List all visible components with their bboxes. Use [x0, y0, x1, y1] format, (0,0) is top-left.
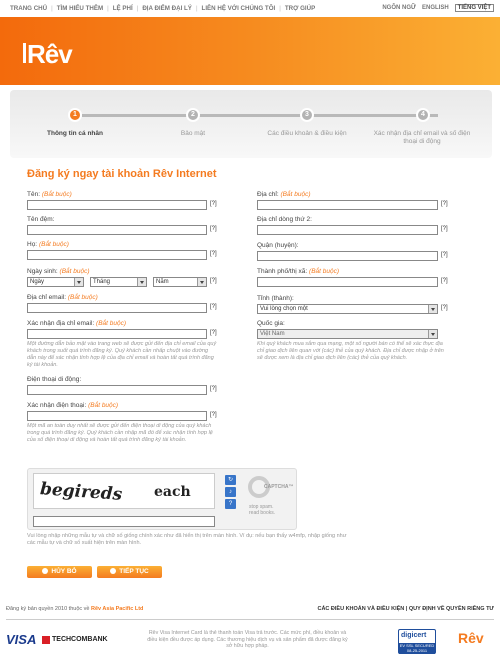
city-label: [257, 268, 339, 275]
province-help[interactable]: [?]: [441, 305, 448, 311]
captcha-refresh-button[interactable]: [225, 475, 236, 485]
copyright-text: Đăng ký bản quyền 2010 thuộc về: [6, 606, 90, 612]
progress-track: [82, 114, 438, 117]
step-2-circle: 2: [186, 108, 200, 122]
nav-home[interactable]: TRANG CHỦ: [10, 5, 48, 12]
continue-button[interactable]: [97, 566, 162, 578]
address-help[interactable]: [?]: [441, 201, 448, 207]
nav-contact[interactable]: LIÊN HỆ VỚI CHÚNG TÔI: [201, 5, 276, 12]
digicert-sub: EV SSL SECURED 08-25-2011: [399, 643, 435, 653]
mobile-input[interactable]: [27, 385, 207, 395]
lang-english[interactable]: ENGLISH: [421, 5, 449, 11]
required-mark: (Bắt buộc): [96, 320, 127, 327]
logo-bar: [23, 43, 26, 63]
nav-separator: |: [107, 5, 109, 12]
footer-disclaimer: Rêv Visa Internet Card là thẻ thanh toán Visa trả trước. Các mức phí, điều khoản và điều kiện đều được áp dụng. Các thương hiệu dịch vụ và sản phẩm đã được đăng ký sở hữu hợp pháp.: [147, 630, 348, 649]
captcha-audio-button[interactable]: [225, 487, 236, 497]
techcombank-logo-icon: [42, 636, 50, 644]
dob-month-select[interactable]: [90, 277, 147, 287]
language-label: NGÔN NGỮ: [382, 5, 416, 11]
captcha-image: [33, 473, 215, 509]
confirm-email-label: [27, 320, 126, 327]
first-name-label-text: Tên:: [27, 191, 41, 198]
nav-help[interactable]: TRỢ GIÚP: [284, 5, 316, 12]
company-link[interactable]: Rêv Asia Pacific Ltd: [91, 606, 144, 612]
chevron-down-icon: [74, 278, 83, 286]
dob-year-value: Năm: [156, 279, 169, 285]
page-title: Đăng ký ngay tài khoản Rêv Internet: [27, 168, 217, 180]
help-icon: ?: [228, 501, 233, 507]
required-mark: (Bắt buộc): [88, 402, 119, 409]
district-help[interactable]: [?]: [441, 252, 448, 258]
required-mark: (Bắt buộc): [67, 294, 98, 301]
digicert-badge[interactable]: [398, 629, 436, 654]
footer-links[interactable]: CÁC ĐIỀU KHOẢN VÀ ĐIỀU KIỆN | QUY ĐỊNH VỀ QUYỀN RIÊNG TƯ: [317, 606, 494, 612]
recaptcha-brand: CAPTCHA™: [264, 484, 294, 490]
lang-vietnamese[interactable]: TIẾNG VIỆT: [455, 4, 494, 12]
continue-button-label: TIẾP TỤC: [119, 568, 149, 575]
nav-separator: |: [51, 5, 53, 12]
progress-band: [10, 90, 492, 158]
address-label-text: Địa chỉ:: [257, 191, 279, 198]
top-nav: [0, 0, 500, 17]
mobile-label: Điện thoại di động:: [27, 376, 82, 383]
step-3-label: Các điều khoản & điều kiện: [267, 130, 347, 137]
nav-fees[interactable]: LỆ PHÍ: [112, 5, 133, 12]
dob-help[interactable]: [?]: [210, 278, 217, 284]
nav-learn-more[interactable]: TÌM HIỂU THÊM: [56, 5, 104, 12]
address-label: [257, 191, 311, 198]
step-4-label: Xác nhận địa chỉ email và số điện thoại di động: [373, 130, 471, 145]
province-select[interactable]: [257, 304, 438, 314]
middle-name-input[interactable]: [27, 225, 207, 235]
dob-day-select[interactable]: [27, 277, 84, 287]
confirm-mobile-label-text: Xác nhận điện thoại:: [27, 402, 87, 409]
copyright: [6, 606, 143, 612]
speaker-icon: ♪: [229, 489, 232, 495]
captcha-help-button[interactable]: [225, 499, 236, 509]
email-input[interactable]: [27, 303, 207, 313]
main-menu: [6, 5, 319, 12]
first-name-help[interactable]: [?]: [210, 201, 217, 207]
dob-label-text: Ngày sinh:: [27, 268, 58, 275]
last-name-label-text: Họ:: [27, 241, 38, 248]
nav-separator: |: [195, 5, 198, 12]
required-mark: (Bắt buộc): [59, 268, 90, 275]
step-1-label: Thông tin cá nhân: [47, 130, 103, 137]
bullet-icon: [42, 568, 48, 574]
nav-locations[interactable]: ĐỊA ĐIỂM ĐẠI LÝ: [142, 5, 192, 12]
rev-footer-logo: Rêv: [458, 630, 484, 646]
step-1-circle: 1: [68, 108, 82, 122]
email-help[interactable]: [?]: [210, 304, 217, 310]
step-3-circle: 3: [300, 108, 314, 122]
header-banner: [0, 17, 500, 85]
chevron-down-icon: [428, 330, 437, 338]
step-4-circle: 4: [416, 108, 430, 122]
chevron-down-icon: [197, 278, 206, 286]
address-input[interactable]: [257, 200, 438, 210]
district-label: Quận (huyện):: [257, 242, 299, 249]
mobile-help[interactable]: [?]: [210, 386, 217, 392]
confirm-email-label-text: Xác nhận địa chỉ email:: [27, 320, 95, 327]
city-label-text: Thành phố/thị xã:: [257, 268, 308, 275]
chevron-down-icon: [137, 278, 146, 286]
email-note: Một đường dẫn bảo mật vào trang web sẽ được gửi đến địa chỉ email của quý khách trong suốt quá trình đăng ký. Quý khách cần nhấp chuột vào đường dẫn này để xác nhận tính hợp lệ của địa chỉ email và hoàn tất quá trình đăng ký tài khoản.: [27, 341, 217, 368]
last-name-label: [27, 241, 69, 248]
first-name-input[interactable]: [27, 200, 207, 210]
dob-day-value: Ngày: [30, 279, 45, 285]
address2-help[interactable]: [?]: [441, 226, 448, 232]
district-input[interactable]: [257, 251, 438, 261]
rev-logo[interactable]: [27, 39, 72, 70]
captcha-input[interactable]: [33, 516, 215, 527]
captcha-instructions: Vui lòng nhập những mẫu tự và chữ số giống chính xác như đã hiển thị trên màn hình. Ví dụ: nếu bạn thấy w4mfp, nhập giống như các mẫu tự và chữ số xuất hiện trên màn hình.: [27, 533, 347, 546]
confirm-mobile-label: [27, 402, 118, 409]
logo-text: Rêv: [27, 39, 72, 69]
footer-divider: [6, 619, 494, 620]
province-value: Vui lòng chọn một: [260, 306, 308, 312]
middle-name-help[interactable]: [?]: [210, 226, 217, 232]
visa-logo: VISA: [6, 632, 37, 647]
required-mark: (Bắt buộc): [38, 241, 69, 248]
last-name-input[interactable]: [27, 250, 207, 260]
step-2-label: Bảo mật: [180, 130, 206, 137]
required-mark: (Bắt buộc): [41, 191, 72, 198]
cancel-button-label: HỦY BỎ: [51, 568, 77, 575]
country-select[interactable]: [257, 329, 438, 339]
city-input[interactable]: [257, 277, 438, 287]
recaptcha-tagline: stop spam. read books.: [249, 504, 276, 516]
first-name-label: [27, 191, 72, 198]
last-name-help[interactable]: [?]: [210, 251, 217, 257]
dob-year-select[interactable]: [153, 277, 207, 287]
bullet-icon: [110, 568, 116, 574]
city-help[interactable]: [?]: [441, 278, 448, 284]
email-label-text: Địa chỉ email:: [27, 294, 67, 301]
nav-separator: |: [136, 5, 139, 12]
address2-label: Địa chỉ dòng thứ 2:: [257, 216, 312, 223]
digicert-brand: digicert: [401, 632, 427, 639]
chevron-down-icon: [428, 305, 437, 313]
address2-input[interactable]: [257, 225, 438, 235]
required-mark: (Bắt buộc): [280, 191, 311, 198]
captcha-word-2: each: [154, 484, 191, 500]
confirm-mobile-input[interactable]: [27, 411, 207, 421]
dob-month-value: Tháng: [93, 279, 111, 285]
country-label: Quốc gia:: [257, 320, 285, 327]
mobile-note: Một mã an toàn duy nhất sẽ được gửi đến điện thoại di động của quý khách trong quá trình đăng ký. Quý khách cần nhập mã đó để xác nhận tính hợp lệ của số điện thoại di động và hoàn tất quá trình đăng ký tài khoản.: [27, 423, 213, 443]
refresh-icon: ↻: [227, 477, 234, 483]
dob-label: [27, 268, 90, 275]
middle-name-label: Tên đệm:: [27, 216, 55, 223]
confirm-email-help[interactable]: [?]: [210, 330, 217, 336]
province-label: Tỉnh (thành):: [257, 295, 294, 302]
confirm-email-input[interactable]: [27, 329, 207, 339]
cancel-button[interactable]: [27, 566, 92, 578]
captcha-word-1: begireds: [39, 479, 123, 505]
techcombank-logo: TECHCOMBANK: [52, 636, 108, 643]
country-note: Khi quý khách mua sắm qua mạng, một số người bán có thể sẽ xác thực địa chỉ giao dịch liên quan với (các) thẻ của quý khách. Địa chỉ được nhập ở trên sẽ được xem là địa chỉ giao dịch liên (các) thẻ của quý khách.: [257, 341, 444, 361]
country-value: Việt Nam: [260, 331, 285, 337]
language-switcher: [382, 4, 494, 12]
confirm-mobile-help[interactable]: [?]: [210, 412, 217, 418]
nav-separator: |: [279, 5, 281, 12]
required-mark: (Bắt buộc): [309, 268, 340, 275]
email-label: [27, 294, 98, 301]
